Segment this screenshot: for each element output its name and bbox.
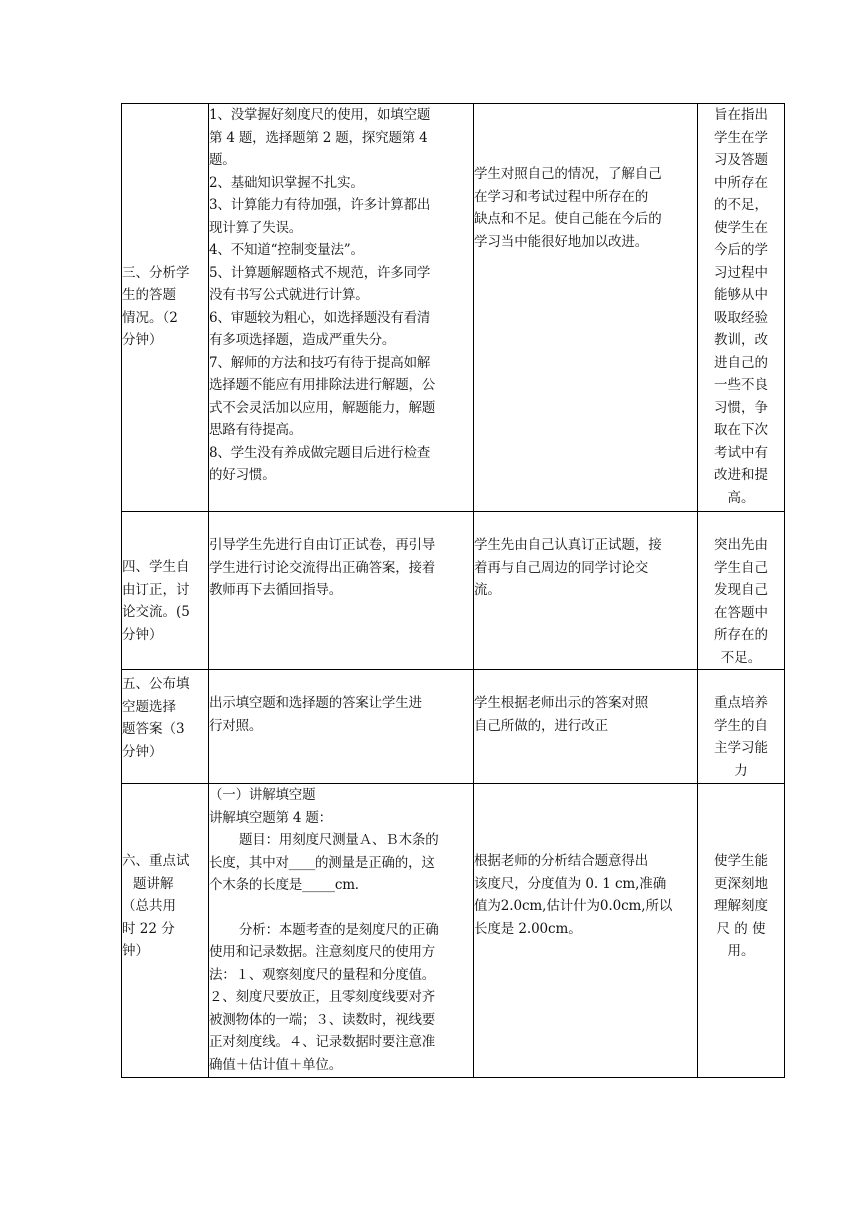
design-intent-cell: 使学生能 更深刻地 理解刻度 尺 的 使 用。 [698, 784, 785, 1078]
teacher-activity-cell: 引导学生先进行自由订正试卷，再引导 学生进行讨论交流得出正确答案，接着 教师再下去循回指导。 [209, 512, 474, 670]
table-row [122, 784, 785, 1078]
table-row [122, 670, 785, 784]
student-activity-cell: 学生根据老师出示的答案对照 自己所做的，进行改正 [474, 670, 698, 784]
table-row [122, 104, 785, 512]
stage-cell: 四、学生自 由订正，讨 论交流。(5 分钟） [122, 512, 209, 670]
teacher-activity-cell: 出示填空题和选择题的答案让学生进 行对照。 [209, 670, 474, 784]
design-intent-cell: 突出先由 学生自己 发现自己 在答题中 所存在的 不足。 [698, 512, 785, 670]
stage-cell: 三、分析学 生的答题 情况。（2 分钟） [122, 104, 209, 512]
stage-cell: 五、公布填 空题选择 题答案（3 分钟） [122, 670, 209, 784]
design-intent-cell: 旨在指出 学生在学 习及答题 中所存在 的不足， 使学生在 今后的学 习过程中 能够从中 吸取经验 教训，改 进自己的 一些不良 习惯，争 取在下次 考试中有 改进和提 高。 [698, 104, 785, 512]
design-intent-cell: 重点培养 学生的自 主学习能 力 [698, 670, 785, 784]
teacher-activity-cell: （一）讲解填空题 讲解填空题第 4 题： 题目：用刻度尺测量Ａ、Ｂ木条的 长度，其中对____的测量是正确的，这 个木条的长度是_____cm． 分析：本题考查的是刻度尺的正确 使用和记录数据。注意刻度尺的使用方 法：１、观察刻度尺的量程和分度值。 ２、刻度尺要放正，且零刻度线要对齐 被测物体的一端；３、读数时，视线要 正对刻度线。４、记录数据时要注意准 确值＋估计值＋单位。 [209, 784, 474, 1078]
stage-cell: 六、重点试 题讲解 （总共用 时 22 分 钟） [122, 784, 209, 1078]
teacher-activity-cell: 1、没掌握好刻度尺的使用，如填空题 第 4 题，选择题第 2 题，探究题第 4 题。 2、基础知识掌握不扎实。 3、计算能力有待加强，许多计算都出 现计算了失误。 4、不知道“控制变量法”。 5、计算题解题格式不规范，许多同学 没有书写公式就进行计算。 6、审题较为粗心，如选择题没有看清 有多项选择题，造成严重失分。 7、解师的方法和技巧有待于提高如解 选择题不能应有用排除法进行解题，公 式不会灵活加以应用，解题能力，解题 思路有待提高。 8、学生没有养成做完题目后进行检查 的好习惯。 [209, 104, 474, 512]
table-row [122, 512, 785, 670]
student-activity-cell: 根据老师的分析结合题意得出 该度尺，分度值为 0. 1 cm,准确 值为2.0cm,估计什为0.0cm,所以 长度是 2.00cm。 [474, 784, 698, 1078]
lesson-plan-table [121, 103, 785, 1078]
student-activity-cell: 学生对照自己的情况，了解自己 在学习和考试过程中所存在的 缺点和不足。使自己能在今后的 学习当中能很好地加以改进。 [474, 104, 698, 512]
student-activity-cell: 学生先由自己认真订正试题，接 着再与自己周边的同学讨论交 流。 [474, 512, 698, 670]
